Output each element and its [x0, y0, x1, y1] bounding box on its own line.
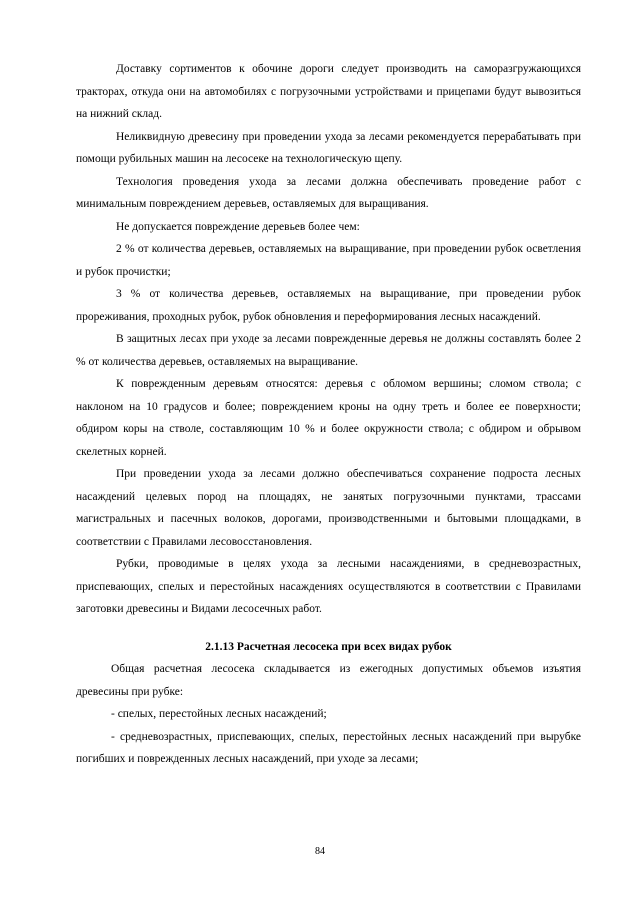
section-heading: 2.1.13 Расчетная лесосека при всех видах рубок	[205, 640, 452, 653]
paragraph-delivery: Доставку сортиментов к обочине дороги следует производить на саморазгружающихся тракторах, откуда они на автомобилях с погрузочными устройствами и прицепами будут вывозиться на нижний склад.	[76, 63, 581, 120]
paragraph-felling-rules: Рубки, проводимые в целях ухода за лесными насаждениями, в средневозрастных, приспевающих, спелых и перестойных насаждениях осуществляются в соответствии с Правилами заготовки древесины и Видами лесосечных работ.	[76, 558, 581, 615]
paragraph-three-percent: 3 % от количества деревьев, оставляемых на выращивание, при проведении рубок прореживания, проходных рубок, рубок обновления и переформирования лесных насаждений.	[76, 288, 581, 323]
page-number: 84	[315, 846, 325, 857]
paragraph-two-percent: 2 % от количества деревьев, оставляемых на выращивание, при проведении рубок осветления и рубок прочистки;	[76, 243, 581, 278]
paragraph-damage-limit: Не допускается повреждение деревьев более чем:	[116, 220, 360, 233]
paragraph-illiquid-wood: Неликвидную древесину при проведении ухода за лесами рекомендуется перерабатывать при помощи рубильных машин на лесосеке на технологическую щепу.	[76, 130, 581, 165]
paragraph-damaged-trees: К поврежденным деревьям относятся: деревья с обломом вершины; сломом ствола; с наклоном на 10 градусов и более; повреждением кроны на одну треть и более ее поверхности; обдиром коры на стволе, составляющим 10 % и более окружности ствола; с обдиром и обрывом скелетных корней.	[76, 378, 581, 458]
list-item: - спелых, перестойных лесных насаждений;	[111, 708, 327, 720]
paragraph-protective-forests: В защитных лесах при уходе за лесами поврежденные деревья не должны составлять более 2 % от количества деревьев, оставляемых на выращивание.	[76, 333, 581, 368]
document-page	[76, 58, 581, 771]
paragraph-technology: Технология проведения ухода за лесами должна обеспечивать проведение работ с минимальным повреждением деревьев, оставляемых для выращивания.	[76, 175, 581, 210]
paragraph-undergrowth: При проведении ухода за лесами должно обеспечиваться сохранение подроста лесных насаждений целевых пород на площадях, не занятых погрузочными пунктами, трассами магистральных и пасечных волоков, дорогами, производственными и бытовыми площадками, в соответствии с Правилами лесовосстановления.	[76, 468, 581, 548]
list-item: - средневозрастных, приспевающих, спелых, перестойных лесных насаждений при вырубке погибших и поврежденных лесных насаждений, при уходе за лесами;	[76, 730, 581, 765]
section-intro: Общая расчетная лесосека складывается из ежегодных допустимых объемов изъятия древесины при рубке:	[76, 663, 581, 698]
